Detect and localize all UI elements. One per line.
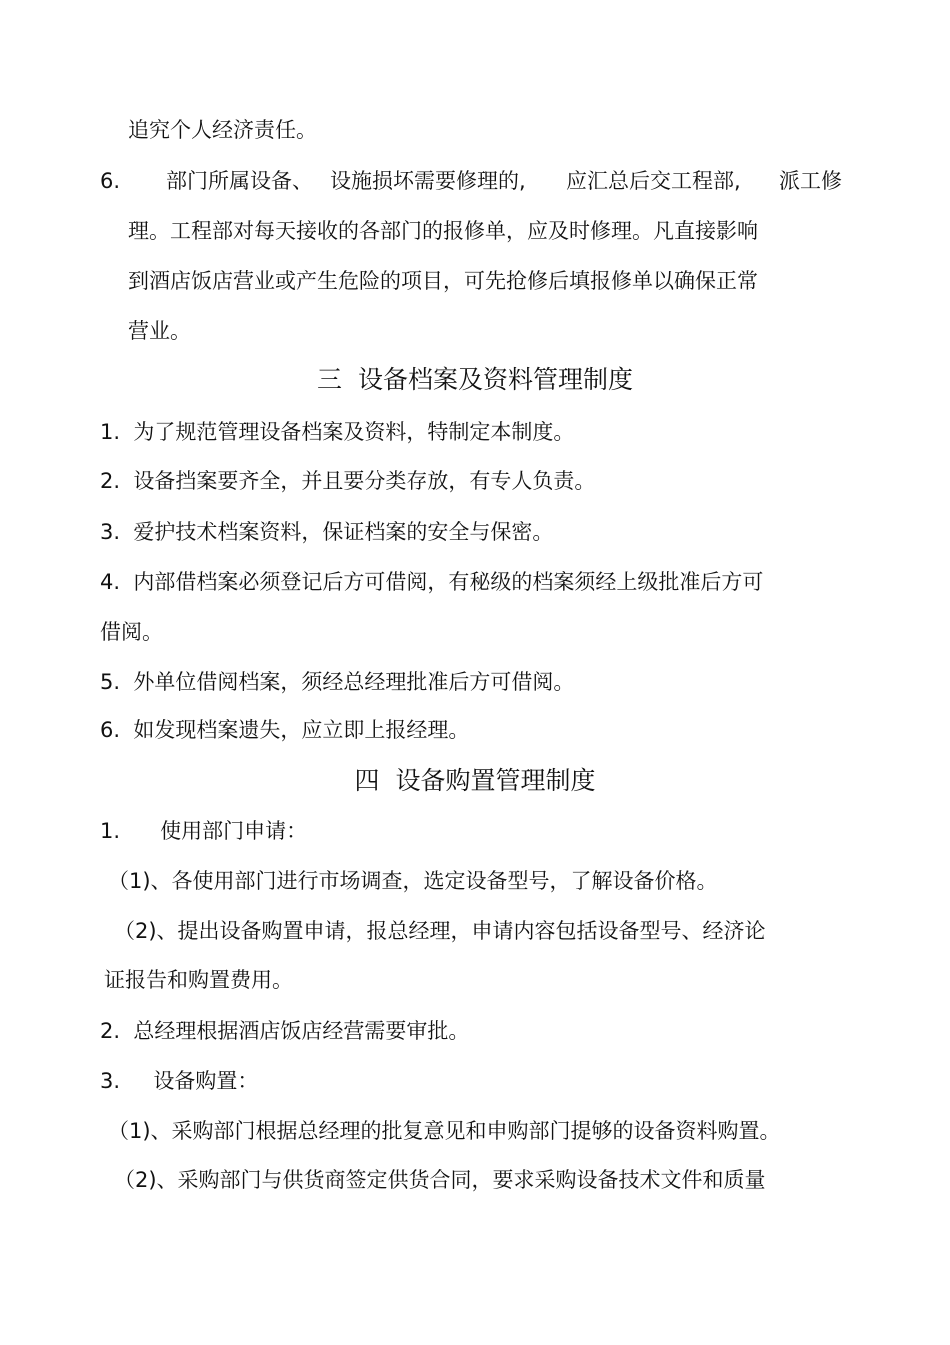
list-item: 1. 为了规范管理设备档案及资料，特制定本制度。 [100,420,575,444]
sub-item: （1)、各使用部门进行市场调查，选定设备型号，了解设备价格。 [108,869,718,893]
paragraph-line: 追究个人经济责任。 [128,118,317,142]
list-item: 5. 外单位借阅档案，须经总经理批准后方可借阅。 [100,670,575,694]
paragraph-line: 理。工程部对每天接收的各部门的报修单，应及时修理。凡直接影响 [128,219,758,243]
sub-item: （2)、采购部门与供货商签定供货合同，要求采购设备技术文件和质量 [114,1168,766,1192]
list-item-number: 6. [100,169,121,193]
list-item: 4. 内部借档案必须登记后方可借阅，有秘级的档案须经上级批准后方可 [100,570,764,594]
paragraph-line: 营业。 [128,319,191,343]
list-item: 3. 设备购置： [100,1069,259,1093]
paragraph-line: 到酒店饭店营业或产生危险的项目，可先抢修后填报修单以确保正常 [128,269,758,293]
list-item: 3. 爱护技术档案资料，保证档案的安全与保密。 [100,520,554,544]
paragraph-line: 派工修 [779,169,842,193]
list-item: 2. 总经理根据酒店饭店经营需要审批。 [100,1019,470,1043]
paragraph-line: 部门所属设备、 [166,169,313,193]
section-heading-3: 三 设备档案及资料管理制度 [317,365,633,394]
list-item: 2. 设备挡案要齐全，并且要分类存放，有专人负责。 [100,469,596,493]
list-item-continuation: 借阅。 [100,620,163,644]
list-item: 1. 使用部门申请： [100,819,308,843]
paragraph-line: 设施损坏需要修理的, [330,169,526,193]
sub-item: （1)、采购部门根据总经理的批复意见和申购部门提够的设备资料购置。 [108,1119,781,1143]
sub-item-continuation: 证报告和购置费用。 [104,968,293,992]
paragraph-line: 应汇总后交工程部, [566,169,741,193]
list-item: 6. 如发现档案遗失，应立即上报经理。 [100,718,470,742]
section-heading-4: 四 设备购置管理制度 [354,766,596,795]
sub-item: （2)、提出设备购置申请，报总经理，申请内容包括设备型号、经济论 [114,919,766,943]
